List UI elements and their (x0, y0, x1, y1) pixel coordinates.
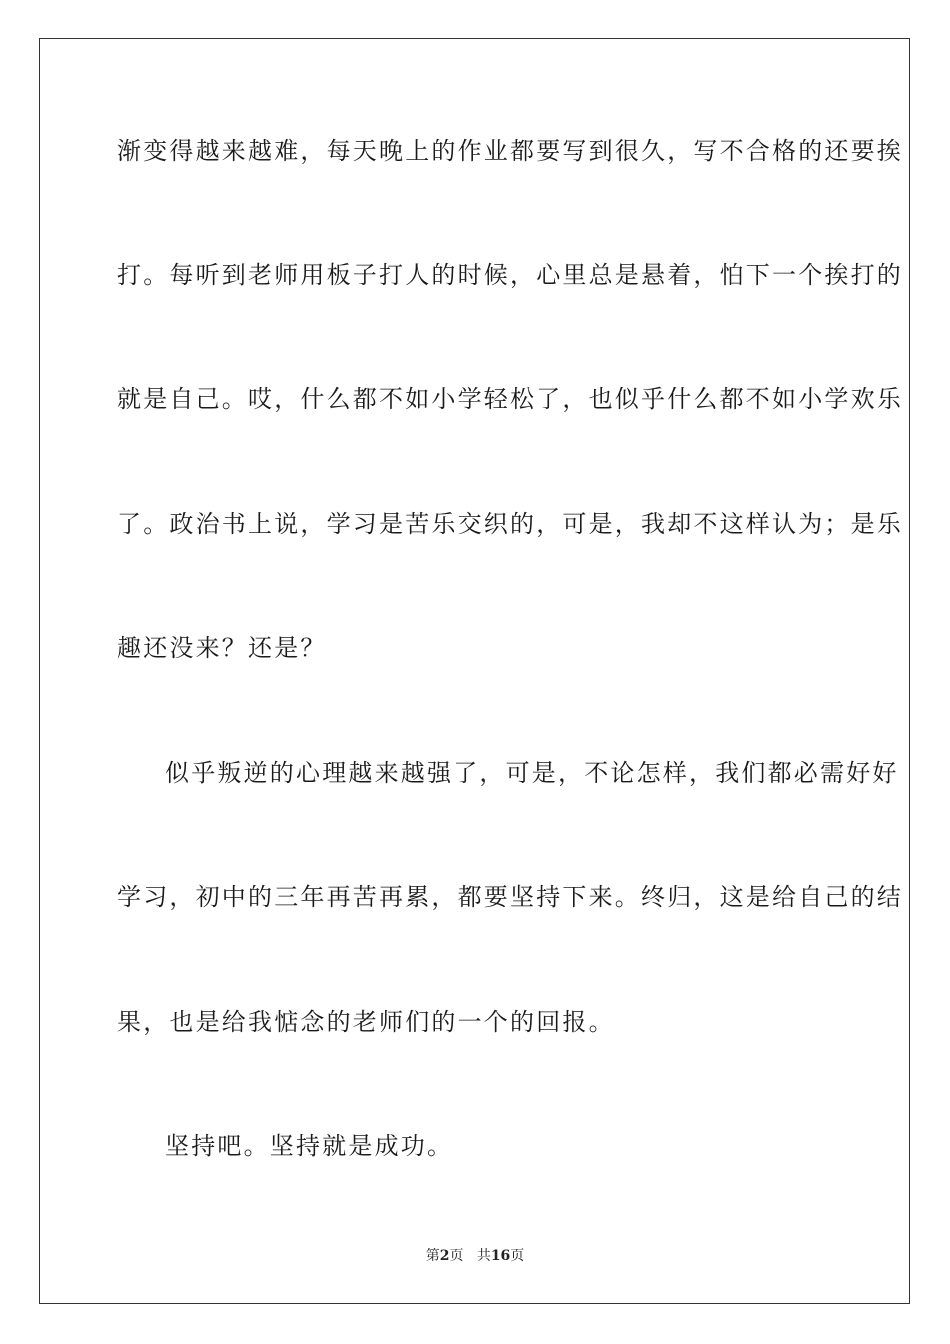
text-line: 就是自己。哎，什么都不如小学轻松了，也似乎什么都不如小学欢乐 (117, 385, 903, 413)
page-suffix: 页 (449, 1248, 464, 1264)
text-line: 渐变得越来越难，每天晚上的作业都要写到很久，写不合格的还要挨 (117, 137, 903, 165)
text-line: 打。每听到老师用板子打人的时候，心里总是悬着，怕下一个挨打的 (117, 261, 903, 289)
text-line: 趣还没来？还是？ (117, 634, 327, 662)
total-pages: 16 (490, 1248, 511, 1264)
page-border (39, 38, 910, 1304)
paragraph-first-line: 坚持吧。坚持就是成功。 (165, 1132, 454, 1160)
text-line: 学习，初中的三年再苦再累，都要坚持下来。终归，这是给自己的结 (117, 883, 903, 911)
page-footer (0, 1246, 950, 1266)
page-prefix: 第 (425, 1248, 440, 1264)
paragraph-first-line: 似乎叛逆的心理越来越强了，可是，不论怎样，我们都必需好好 (165, 759, 899, 787)
total-suffix: 页 (510, 1248, 525, 1264)
text-line: 了。政治书上说，学习是苦乐交织的，可是，我却不这样认为；是乐 (117, 510, 903, 538)
total-prefix: 共 (476, 1248, 491, 1264)
page-number: 2 (439, 1248, 450, 1264)
text-line: 果，也是给我惦念的老师们的一个的回报。 (117, 1008, 615, 1036)
